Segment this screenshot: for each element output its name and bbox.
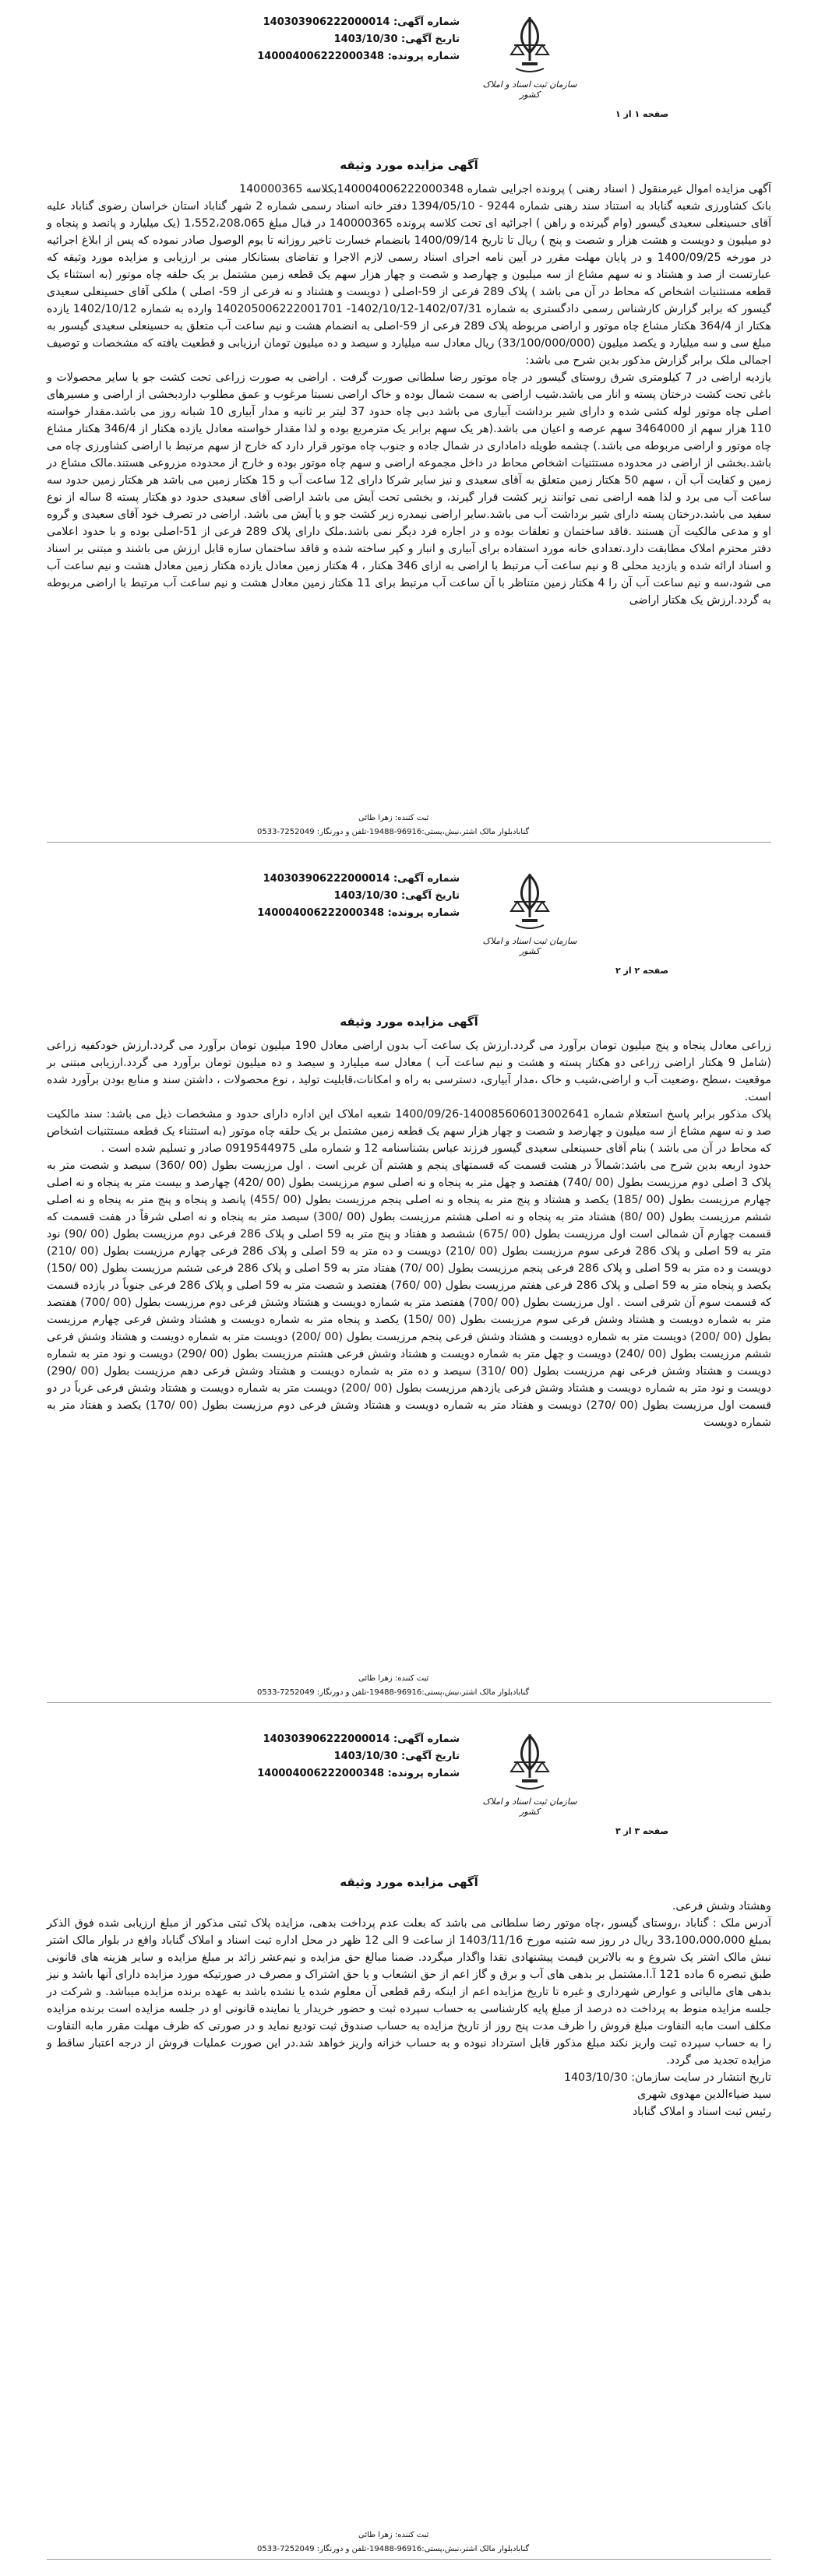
ad-date-row: تاریخ آگهی: 1403/10/30: [333, 890, 460, 902]
registrar-signature: ثبت کننده: زهرا طائی: [358, 1674, 429, 1683]
emblem-icon: [506, 871, 553, 933]
emblem-icon: [506, 1731, 553, 1793]
case-number-value: 140004006222000348: [257, 1768, 385, 1779]
emblem-logo: [475, 871, 584, 956]
paragraph: پلاک مذکور برابر پاسخ استعلام شماره 140085606013002641-1400/09/26 شعبه املاک این اداره دارای حدود و مشخصات ذیل می باشد: سند مالکیت صد و نه سهم مشاع از سه میلیون و چهارصد و شصت و چهار هزار سهم یک قطعه زمین مشتمل بر یک حلقه چاه موتور (به استثناء یک قطعه مستثنیات اشخاص که محاط در آن می باشد ) بنام آقای حسینعلی سعیدی گیسور فرزند عباس بشناسنامه 12 و شماره ملی 0919544975 صادر و تسلیم شده است .: [47, 1108, 771, 1155]
publish-date: تاریخ انتشار در سایت سازمان: 1403/10/30: [563, 2071, 771, 2084]
page-number: صفحه ۱ از ۱: [615, 109, 669, 119]
office-address: گنابادبلوار مالک اشتر،نبش،پستی:96916-19488-تلفن و دورنگار: 7252049-0533: [257, 1688, 530, 1697]
page-number: صفحه ۳ از ۳: [615, 1826, 669, 1836]
case-number-value: 140004006222000348: [257, 51, 385, 62]
ad-number-row: شماره آگهی: 140303906222000014: [263, 873, 460, 885]
paragraph: یازدیه اراضی در 7 کیلومتری شرق روستای گیسور در چاه موتور رضا سلطانی صورت گرفت . اراضی به صورت زراعی تحت کشت جو یا سایر محصولات و باغی تحت کشت درختان پسته و انار می باشد.شیب اراضی به سمت شمال بوده و خاک اراضی نسبتا مرغوب و عمق مطلوب داردبخشی از اراضی و مسیرهای اصلی چاه موتور لوله کشی شده و دارای شیر برداشت آبیاری می باشد دبی چاه حدود 37 لیتر بر ثانیه و مدار آبیاری 10 شبانه روز می باشد.مقدار خواسته 110 هزار سهم از 3464000 سهم عرصه و اعیان می باشد.(هر یک سهم برابر یک مترمربع بوده و لذا مقدار خواسته معادل یازده هکتار از 346/4 هکتار مشاع چاه موتور و اراضی مربوطه می باشد.) چشمه طویله داماداری در شمال جاده و جنوب چاه موتور قرار دارد که خارج از سهم مرتبط با اراضی کشاورزی چاه می باشد.بخشی از اراضی در محدوده مستثنیات اشخاص محاط در داخل مجموعه اراضی و سهم چاه موتور بوده و خارج از محدوده مزروعی هستند.مالک مشاع در زمین و کفایت آب آن ، سهم 50 هکتار زمین متعلق به آقای سعیدی و نیز سایر شرکا دارای 12 ساعت آب و 15 هکتار زمین می باشد هر هکتار زمین حدود سه ساعت آب می برد و لذا همه اراضی نمی توانند زیر کشت قرار گیرند، و بخشی تحت آیش می باشد اراضی آقای سعیدی حدود دو هکتار پسته 8 ساله از نوع سفید می باشد.درختان پسته دارای شیر برداشت آب می باشد.سایر اراضی نیمدره زیر کشت جو و یا آیش می باشد. اراضی در تصرف خود آقای سعیدی و گروه او و مدعی مالکیت آن هستند .فاقد ساختمان و تعلقات بوده و در اجاره فرد دیگر نمی باشد.ملک دارای پلاک 289 فرعی از 51-اصلی بوده و با حدود اعلامی دفتر محترم املاک مطابقت دارد.تعدادی خانه مورد استفاده برای آبیاری و انبار و کپر ساخته شده و فاقد ساختمان سازه قابل ارزش می باشند و مبتنی بر اسناد و اسناد ارائه شده و بازدید محلی 8 و نیم ساعت آب مرتبط با اراضی به ازای 346 هکتار ، 4 هکتار زمین معادل یازده هکتار زمین معادل هشت و نیم ساعت آب می شود،سه و نیم ساعت آب آن را 4 هکتار زمین متناظر با آن ساعت آب مرتبط برای 11 هکتار زمین معادل هشت و نیم ساعت آب مرتبط با اراضی مربوطه به گردد.ارزش یک هکتار اراضی: [47, 371, 772, 607]
page-meta: [195, 14, 460, 65]
registrar-signature: ثبت کننده: زهرا طائی: [358, 2531, 429, 2539]
notice-title: آگهی مزایده مورد وثیقه: [340, 1875, 478, 1889]
notice-body: [47, 1037, 771, 1431]
emblem-logo: [475, 14, 584, 100]
divider: [47, 842, 771, 843]
case-number-value: 140004006222000348: [257, 907, 385, 919]
office-address: گنابادبلوار مالک اشتر،نبش،پستی:96916-19488-تلفن و دورنگار: 7252049-0533: [257, 828, 530, 836]
ad-number-row: شماره آگهی: 140303906222000014: [263, 16, 460, 28]
ad-date-value: 1403/10/30: [333, 33, 398, 45]
registrar-signature: ثبت کننده: زهرا طائی: [358, 814, 429, 822]
paragraph: وهشتاد وشش فرعی.: [672, 1900, 771, 1913]
notice-body: [47, 181, 771, 609]
org-name: سازمان ثبت اسناد و املاک کشور: [482, 936, 577, 956]
signatory-title: رئیس ثبت اسناد و املاک گناباد: [632, 2106, 771, 2118]
ad-number-value: 140303906222000014: [263, 1733, 390, 1745]
org-name: سازمان ثبت اسناد و املاک کشور: [482, 79, 577, 100]
case-number-row: شماره پرونده: 140004006222000348: [257, 1768, 460, 1779]
ad-number-value: 140303906222000014: [263, 873, 390, 885]
divider: [47, 2559, 771, 2560]
page-meta: [195, 1731, 460, 1782]
paragraph: حدود اربعه بدین شرح می باشد:شمالاً در هشت قسمت که قسمتهای پنجم و هشتم آن غربی است . اول مرزیست بطول (00 /360) سیصد و شصت متر به پلاک 3 اصلی دوم مرزیست بطول (00 /740) هفتصد و چهل متر به پنجاه و نه اصلی سوم مرزیست بطول (00 /420) چهارصد و بیست متر به پنجاه و نه اصلی چهارم مرزیست بطول (00 /185) یکصد و هشتاد و پنج متر به پنجاه و نه اصلی پنجم مرزیست بطول (00 /455) پانصد و پنجاه و پنج متر به پنجاه و نه اصلی ششم مرزیست بطول (00 /80) هشتاد متر به پنجاه و نه اصلی هشتم مرزیست بطول (00 /300) سیصد متر به پنجاه و نه اصلی شرقاً در هفت قسمت که قسمت چهارم آن شمالی است اول مرزیست بطول (00 /675) ششصد و هفتاد و پنج متر به 59 اصلی و پلاک 286 فرعی دوم مرزیست بطول (00 /90) نود متر به 59 اصلی و پلاک 286 فرعی سوم مرزیست بطول (00 /210) دویست و ده متر به 59 اصلی و پلاک 286 فرعی چهارم مرزیست بطول (00 /210) دویست و ده متر به 59 اصلی و پلاک 286 فرعی پنجم مرزیست بطول (00 /70) هفتاد متر به 59 اصلی و پلاک 286 فرعی ششم مرزیست بطول (00 /150) یکصد و پنجاه متر به 59 اصلی و پلاک 286 فرعی هفتم مرزیست بطول (00 /760) هفتصد و شصت متر به 59 اصلی و پلاک 286 فرعی جنوباً در یازده قسمت که قسمت سوم آن شرقی است . اول مرزیست بطول (00 /700) هفتصد متر به شماره دویست و هشتاد وشش فرعی دوم مرزیست بطول (00 /700) هفتصد متر به شماره دویست و هشتاد وشش فرعی سوم مرزیست بطول (00 /150) یکصد و پنجاه متر به شماره دویست و هشتاد وشش فرعی چهارم مرزیست بطول (00 /200) دویست متر به شماره دویست و هشتاد وشش فرعی پنجم مرزیست بطول (00 /200) دویست متر به شماره دویست و هشتاد وشش فرعی ششم مرزیست بطول (00 /240) دویست و چهل متر به شماره دویست و هشتاد وشش فرعی هشتم مرزیست بطول (00 /290) دویست و نود متر به شماره دویست و هشتاد وشش فرعی نهم مرزیست بطول (00 /310) سیصد و ده متر به شماره دویست و هشتاد وشش فرعی دهم مرزیست بطول (00 /290) دویست و نود متر به شماره دویست و هشتاد وشش فرعی یازدهم مرزیست بطول (00 /200) دویست متر به شماره دویست و هشتاد وشش فرعی غرباً در دو قسمت اول مرزیست بطول (00 /270) دویست و هفتاد متر به شماره دویست و هشتاد وشش فرعی دوم مرزیست بطول (00 /170) یکصد و هفتاد متر به شماره دویست: [46, 1160, 772, 1429]
case-number-row: شماره پرونده: 140004006222000348: [257, 907, 460, 919]
office-address: گنابادبلوار مالک اشتر،نبش،پستی:96916-19488-تلفن و دورنگار: 7252049-0533: [257, 2545, 530, 2553]
ad-date-value: 1403/10/30: [333, 1751, 398, 1762]
ad-date-value: 1403/10/30: [333, 890, 398, 902]
paragraph: بانک کشاورزی شعبه گناباد به استناد سند رهنی شماره 9244 - 1394/05/10 دفتر خانه اسناد رسمی شماره 2 شهر گناباد استان خراسان رضوی گناباد علیه آقای حسینعلی سعیدی گیسور (وام گیرنده و راهن ) اجرائیه ای تحت کلاسه پرونده 140000365 در قبال مبلغ 1،552،208،065 (یک میلیارد و پانصد و پنجاه و دو میلیون و دویست و هشت هزار و شصت و پنج ) ریال تا تاریخ 1400/09/14 بانضمام خسارت تاخیر روزانه تا یوم الوصول صادر نموده که پس از ابلاغ اجرائیه در مورخه 1400/09/25 و در پایان مهلت مقرر در آیین نامه اجرای اسناد رسمی لازم الاجرا و تقاضای بستانکار مبنی بر ارزیابی و مزایده مورد وثیقه که عبارتست از صد و هشتاد و نه سهم مشاع از سه میلیون و چهارصد و شصت و چهار هزار سهم یک قطعه زمین مشتمل بر یک حلقه چاه موتور (به استثناء یک قطعه مستثنیات اشخاص که محاط در آن می باشد ) پلاک 289 فرعی از 59-اصلی ( دویست و هشتاد و نه فرعی از 59- اصلی ) ملکی آقای حسینعلی سعیدی گیسور که برابر گزارش کارشناس رسمی دادگستری به شماره 1402/07/31-1402/10/12- 140205006222001701 وارده به شماره 1402/10/12 یازده هکتار از 364/4 هکتار مشاع چاه موتور و اراضی مربوطه پلاک 289 فرعی از 59-اصلی به انضمام هشت و نیم ساعت آب متعلق به حسینعلی سعیدی گیسور به مبلغ سی و سه میلیارد و یکصد میلیون (33/100/000/000) ریال معادل سه میلیارد و سیصد و ده میلیون تومان ارزیابی و قطعیت یافته که مشخصات و توصیف اجمالی ملک برابر گزارش مذکور بدین شرح می باشد:: [47, 200, 772, 367]
notice-body: [47, 1898, 771, 2120]
page-3: [0, 1717, 818, 2576]
org-name: سازمان ثبت اسناد و املاک کشور: [482, 1797, 577, 1817]
ad-date-row: تاریخ آگهی: 1403/10/30: [333, 33, 460, 45]
page-2: [0, 857, 818, 1713]
emblem-logo: [475, 1731, 584, 1817]
paragraph: زراعی معادل پنجاه و پنج میلیون تومان برآورد می گردد.ارزش یک ساعت آب بدون اراضی معادل 190 میلیون تومان برآورد می گردد.ارزش خودکفیه زراعی (شامل 9 هکتار اراضی زراعی دو هکتار پسته و هشت و نیم ساعت آب ) معادل سه میلیارد و سیصد و ده میلیون تومان برآورد می گردد.ارزیابی مبتنی بر موقعیت ،سطح ،وضعیت آب و اراضی،شیب و خاک ،مدار آبیاری، دسترسی به راه و امکانات،قابلیت تولید ، نوع محصولات ، داشتن سند و منابع بودن برآورد شده است.: [47, 1040, 771, 1103]
paragraph: آدرس ملک : گناباد ،روستای گیسور ،چاه موتور رضا سلطانی می باشد که بعلت عدم پرداخت بدهی، مزایده پلاک ثبتی مذکور از مبلغ ارزیابی شده فوق الذکر بمبلغ 33،100،000،000 ریال در روز سه شنبه مورخ 1403/11/16 از ساعت 9 الی 12 ظهر در محل اداره ثبت اسناد و املاک گناباد واقع در بلوار مالک اشتر نبش مالک اشتر یک شروع و به بالاترین قیمت پیشنهادی نقدا واگذار میگردد. ضمنا مبالغ حق مزایده و نیم‌عشر زائد بر مبلغ مزایده و سایر هزینه های قانونی طبق تبصره 6 ماده 121 آ.ا.مشتمل بر بدهی های آب و برق و گاز اعم از حق انشعاب و یا حق اشتراک و مصرف در صورتیکه مورد مزایده دارای آنها باشد و نیز بدهی های مالیاتی و عوارض شهرداری و غیره تا تاریخ مزایده اعم از اینکه رقم قطعی آن معلوم شده یا نشده باشد به عهده برنده مزایده میباشد. و شرکت در جلسه مزایده منوط به پرداخت ده درصد از مبلغ پایه کارشناسی به حساب سپرده ثبت و حضور خریدار یا نماینده قانونی او در جلسه مزایده است برنده مزایده مکلف است مابه التفاوت مبلغ فروش را ظرف مدت پنج روز از تاریخ مزایده به حساب صندوق ثبت تودیع نماید و در صورتی که ظرف مهلت مقرر مابه التفاوت را به حساب سپرده ثبت واریز نکند مبلغ مذکور قابل استرداد نبوده و به حساب خزانه واریز خواهد شد.در این صورت عملیات فروش از درجه اعتبار ساقط و مزایده تجدید می گردد.: [47, 1917, 771, 2067]
page-meta: [195, 871, 460, 922]
ad-number-value: 140303906222000014: [263, 16, 390, 28]
divider: [47, 1702, 771, 1703]
signatory-name: سید ضیاءالدین مهدوی شهری: [637, 2089, 771, 2101]
notice-title: آگهی مزایده مورد وثیقه: [340, 158, 478, 172]
ad-date-row: تاریخ آگهی: 1403/10/30: [333, 1751, 460, 1762]
emblem-icon: [506, 14, 553, 76]
notice-title: آگهی مزایده مورد وثیقه: [340, 1015, 478, 1029]
page-1: [0, 0, 818, 845]
paragraph: آگهی مزایده اموال غیرمنقول ( اسناد رهنی ) پرونده اجرایی شماره 140004006222000348بکلاسه 140000365: [239, 183, 771, 195]
case-number-row: شماره پرونده: 140004006222000348: [257, 51, 460, 62]
ad-number-row: شماره آگهی: 140303906222000014: [263, 1733, 460, 1745]
page-number: صفحه ۲ از ۲: [615, 966, 669, 976]
